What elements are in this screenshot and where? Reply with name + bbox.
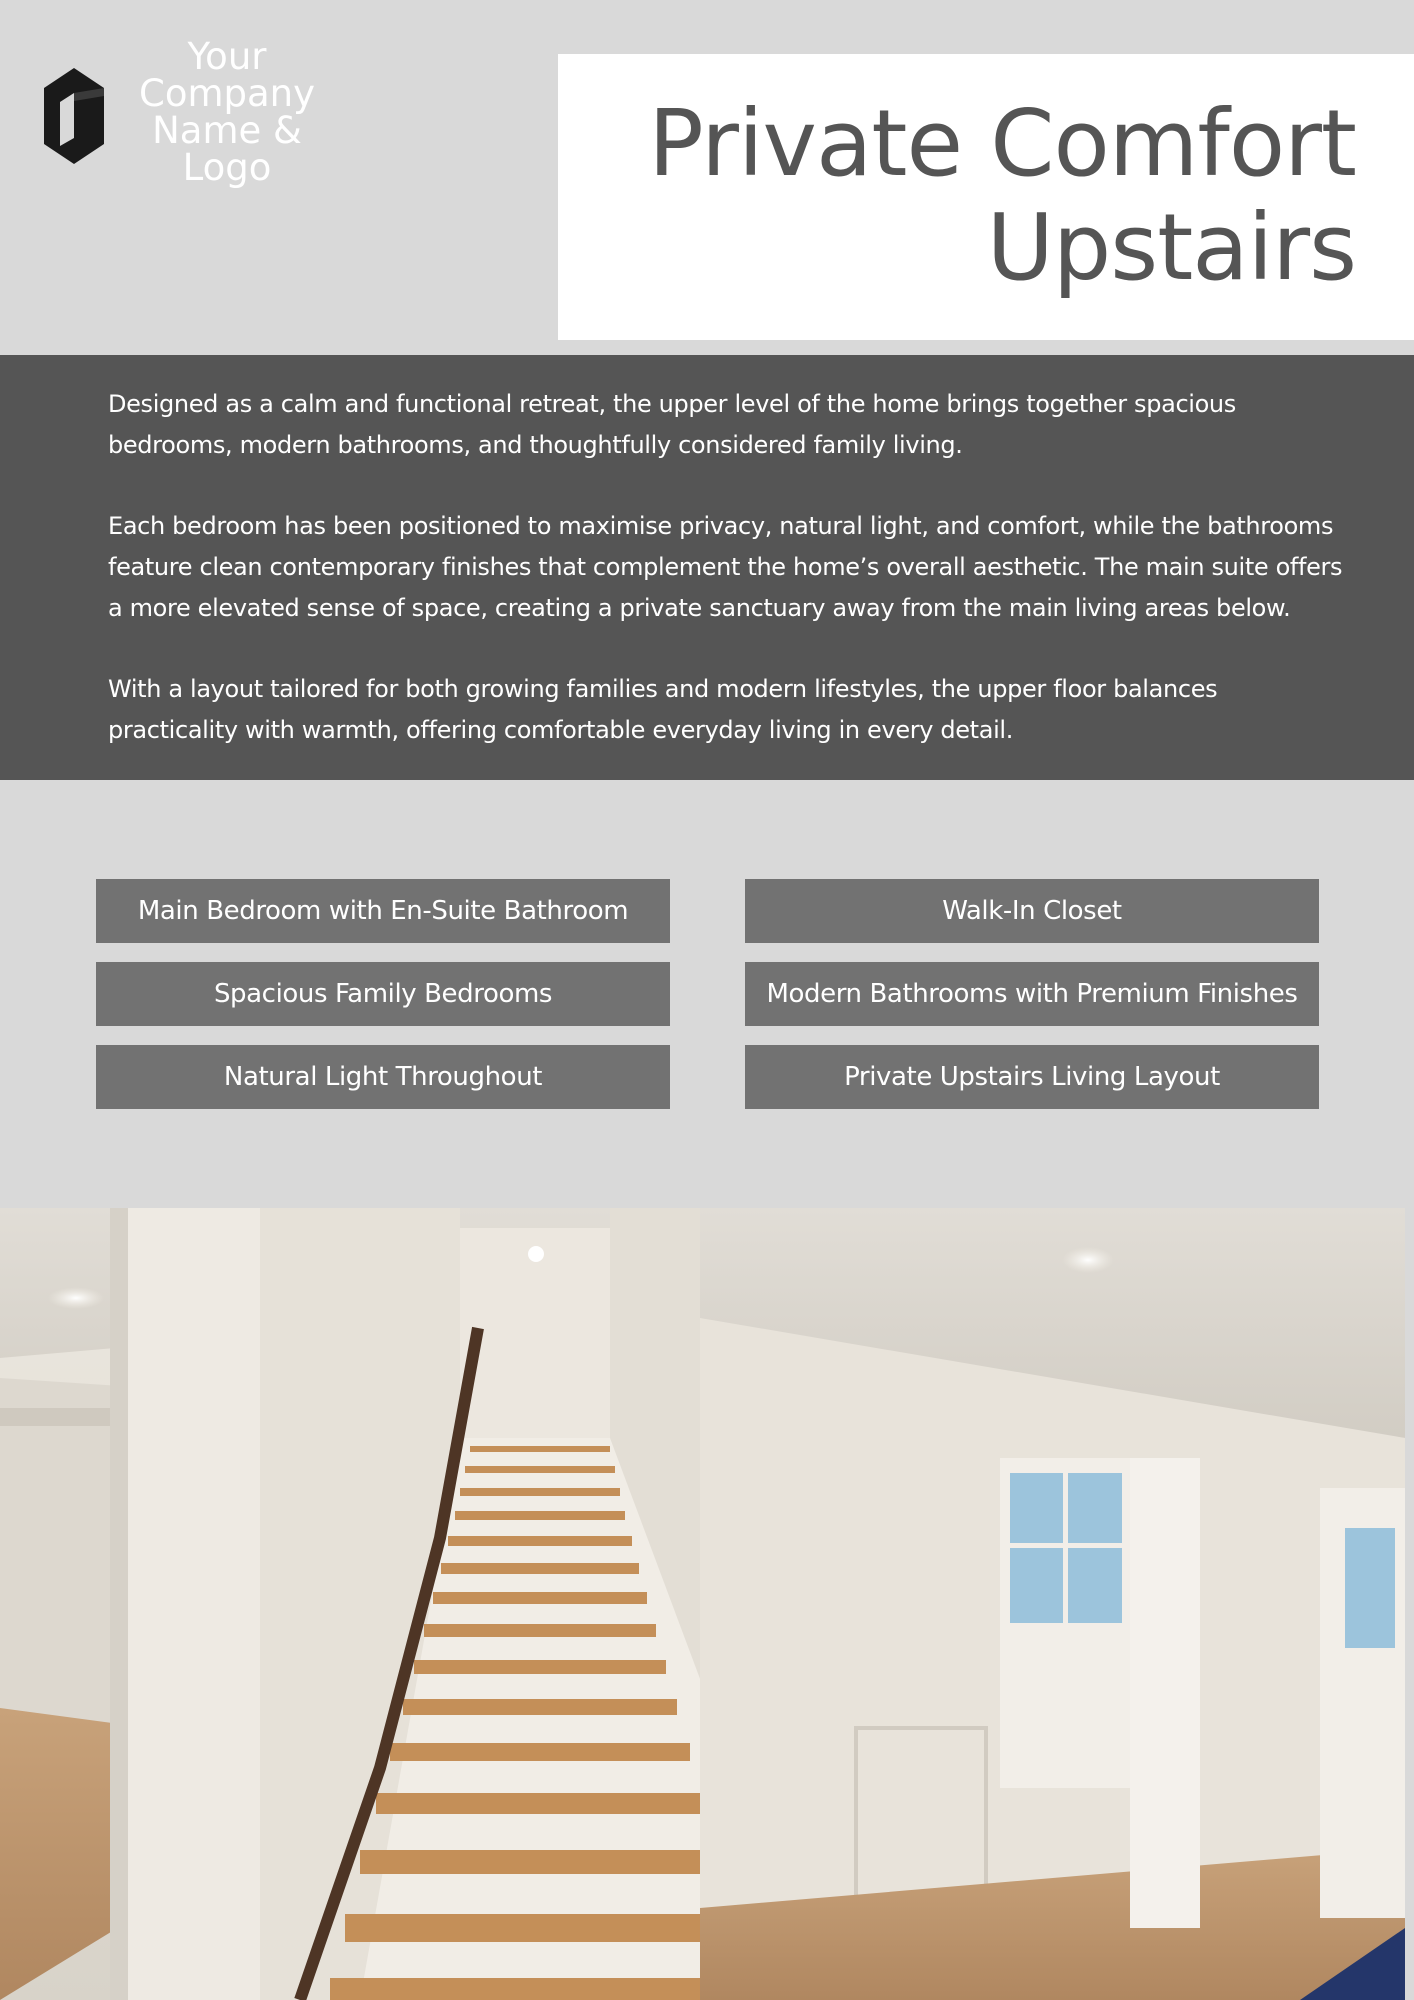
feature-natural-light: Natural Light Throughout (96, 1045, 670, 1109)
page-title: Private Comfort Upstairs (648, 90, 1356, 301)
intro-paragraph-3: With a layout tailored for both growing families and modern lifestyles, the upper floor balances practicality with warmth, offering comfortable everyday living in every detail. (108, 675, 1218, 744)
feature-family-bedrooms: Spacious Family Bedrooms (96, 962, 670, 1026)
feature-walk-in-closet: Walk-In Closet (745, 879, 1319, 943)
title-panel (558, 54, 1414, 340)
staircase-photo (0, 1208, 1405, 2000)
intro-text (108, 384, 1348, 791)
feature-list (96, 879, 1319, 1109)
feature-private-layout: Private Upstairs Living Layout (745, 1045, 1319, 1109)
intro-section (0, 355, 1414, 780)
feature-modern-bathrooms: Modern Bathrooms with Premium Finishes (745, 962, 1319, 1026)
company-logo-text: Your Company Name & Logo (138, 35, 316, 189)
intro-paragraph-2: Each bedroom has been positioned to maximise privacy, natural light, and comfort, while the bathrooms feature clean contemporary finishes that complement the home’s overall aesthetic. The main suite offers a more elevated sense of space, creating a private sanctuary away from the main living areas below. (108, 512, 1343, 622)
intro-paragraph-1: Designed as a calm and functional retreat, the upper level of the home brings together spacious bedrooms, modern bathrooms, and thoughtfully considered family living. (108, 390, 1236, 459)
company-logo-icon (44, 68, 104, 164)
feature-main-bedroom: Main Bedroom with En-Suite Bathroom (96, 879, 670, 943)
